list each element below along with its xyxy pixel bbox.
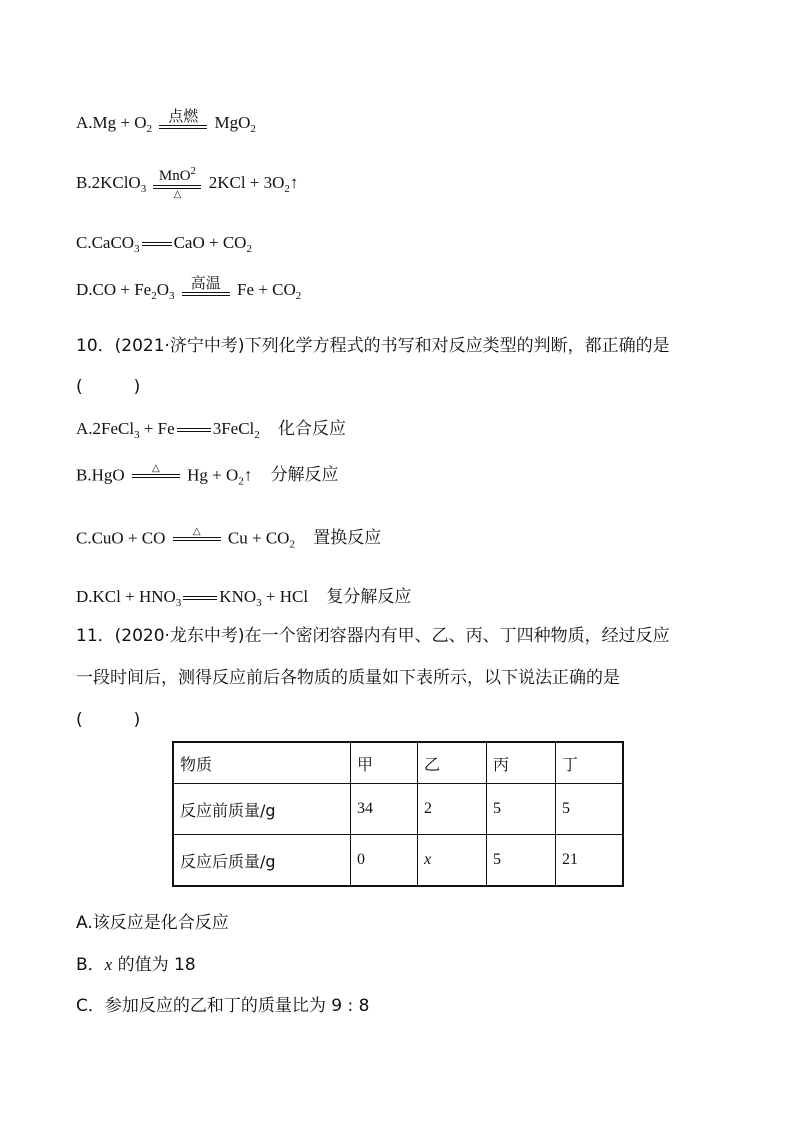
heat-symbol: △ — [173, 188, 182, 200]
reaction-condition: 高温 — [190, 274, 221, 292]
gas-arrow: ↑ — [243, 465, 253, 485]
subscript: 2 — [246, 243, 252, 255]
formula-text: C.CuO + CO — [76, 528, 166, 548]
table-cell: 21 — [556, 835, 624, 887]
reaction-type: 置换反应 — [313, 528, 382, 549]
subscript: 2 — [295, 290, 302, 303]
superscript: 2 — [190, 165, 197, 177]
formula-text: Fe + CO — [237, 280, 296, 300]
q9-option-b[interactable] — [76, 165, 299, 201]
table-header-cell: 甲 — [351, 742, 418, 784]
subscript: 3 — [169, 290, 175, 303]
table-row — [173, 835, 623, 887]
formula-text: D.CO + Fe — [76, 280, 152, 300]
subscript: 3 — [134, 243, 140, 255]
equals-sign — [177, 428, 211, 432]
subscript: 2 — [250, 123, 256, 136]
q10-option-c[interactable] — [76, 526, 381, 553]
subscript: 3 — [134, 429, 140, 441]
subscript: 3 — [140, 183, 147, 196]
reaction-condition: 点燃 — [168, 107, 199, 125]
table-header-cell: 丙 — [487, 742, 556, 784]
condition-equals — [159, 108, 207, 141]
table-header-row — [173, 742, 623, 784]
reaction-type: 复分解反应 — [326, 587, 412, 607]
table-cell: 反应前质量/g — [173, 784, 351, 835]
condition-equals — [153, 165, 201, 201]
subscript: 2 — [238, 475, 244, 488]
q10-option-a[interactable] — [76, 419, 346, 441]
formula-text: KNO — [219, 587, 257, 606]
formula-text: MgO — [214, 113, 251, 133]
formula-text: + Fe — [139, 419, 175, 438]
formula-text: B.2KClO — [76, 173, 141, 193]
q11-stem-line2: 一段时间后，测得反应前后各物质的质量如下表所示，以下说法正确的是 — [76, 668, 620, 688]
subscript: 3 — [175, 597, 182, 609]
table-row — [173, 784, 623, 835]
q11-option-b[interactable] — [76, 956, 196, 974]
formula-text: Cu + CO — [227, 528, 290, 548]
table-cell: 0 — [351, 835, 418, 887]
q11-answer-blank[interactable]: ( ) — [76, 710, 141, 730]
formula-text: Hg + O — [187, 465, 239, 485]
reaction-type: 化合反应 — [278, 419, 346, 439]
formula-text: B.HgO — [76, 465, 125, 485]
subscript: 3 — [256, 597, 262, 609]
formula-text: C.CaCO — [76, 233, 135, 252]
subscript: 2 — [151, 290, 157, 303]
formula-text: 2KCl + 3O — [208, 173, 285, 193]
formula-text: A.2FeCl — [76, 419, 135, 438]
formula-text: CaO + CO — [173, 233, 247, 252]
condition-equals — [173, 526, 221, 553]
table-cell: x — [418, 835, 487, 887]
heat-symbol: △ — [192, 526, 201, 537]
table-cell: 2 — [418, 784, 487, 835]
q11-stem-line1: 11．(2020·龙东中考)在一个密闭容器内有甲、乙、丙、丁四种物质，经过反应 — [76, 626, 670, 646]
formula-text: 3FeCl — [212, 419, 255, 438]
formula-text: D.KCl + HNO — [76, 587, 176, 606]
table-header-cell: 物质 — [173, 742, 351, 784]
table-cell: 34 — [351, 784, 418, 835]
subscript: 2 — [254, 429, 260, 441]
formula-text: + HCl — [261, 587, 309, 606]
reaction-type: 分解反应 — [270, 465, 339, 486]
table-cell: 反应后质量/g — [173, 835, 351, 887]
formula-text: O — [156, 280, 170, 300]
table-cell: 5 — [556, 784, 624, 835]
q9-option-c[interactable] — [76, 233, 252, 255]
subscript: 2 — [146, 123, 153, 136]
gas-arrow: ↑ — [289, 173, 299, 193]
table-header-cell: 乙 — [418, 742, 487, 784]
q10-option-b[interactable] — [76, 463, 339, 490]
option-text: 的值为 18 — [112, 955, 196, 975]
subscript: 2 — [284, 183, 290, 196]
equals-sign — [183, 596, 217, 600]
q10-answer-blank[interactable]: ( ) — [76, 377, 141, 397]
q11-option-a[interactable]: A.该反应是化合反应 — [76, 913, 229, 933]
subscript: 2 — [289, 538, 295, 551]
q9-option-d[interactable] — [76, 275, 301, 308]
formula-text: A.Mg + O — [76, 113, 147, 133]
heat-symbol: △ — [152, 463, 160, 474]
q9-option-a[interactable] — [76, 108, 256, 141]
mass-table — [172, 741, 624, 887]
variable: x — [104, 955, 113, 974]
condition-equals — [182, 275, 230, 308]
equals-sign — [142, 242, 172, 246]
table-cell: 5 — [487, 835, 556, 887]
table-cell: 5 — [487, 784, 556, 835]
table-header-cell: 丁 — [556, 742, 624, 784]
q10-stem: 10．(2021·济宁中考)下列化学方程式的书写和对反应类型的判断，都正确的是 — [76, 336, 670, 356]
q11-option-c[interactable]: C．参加反应的乙和丁的质量比为 9 : 8 — [76, 996, 370, 1016]
condition-equals — [132, 463, 180, 490]
catalyst: MnO — [158, 168, 191, 184]
option-label: B． — [76, 955, 105, 975]
q10-option-d[interactable] — [76, 587, 412, 609]
